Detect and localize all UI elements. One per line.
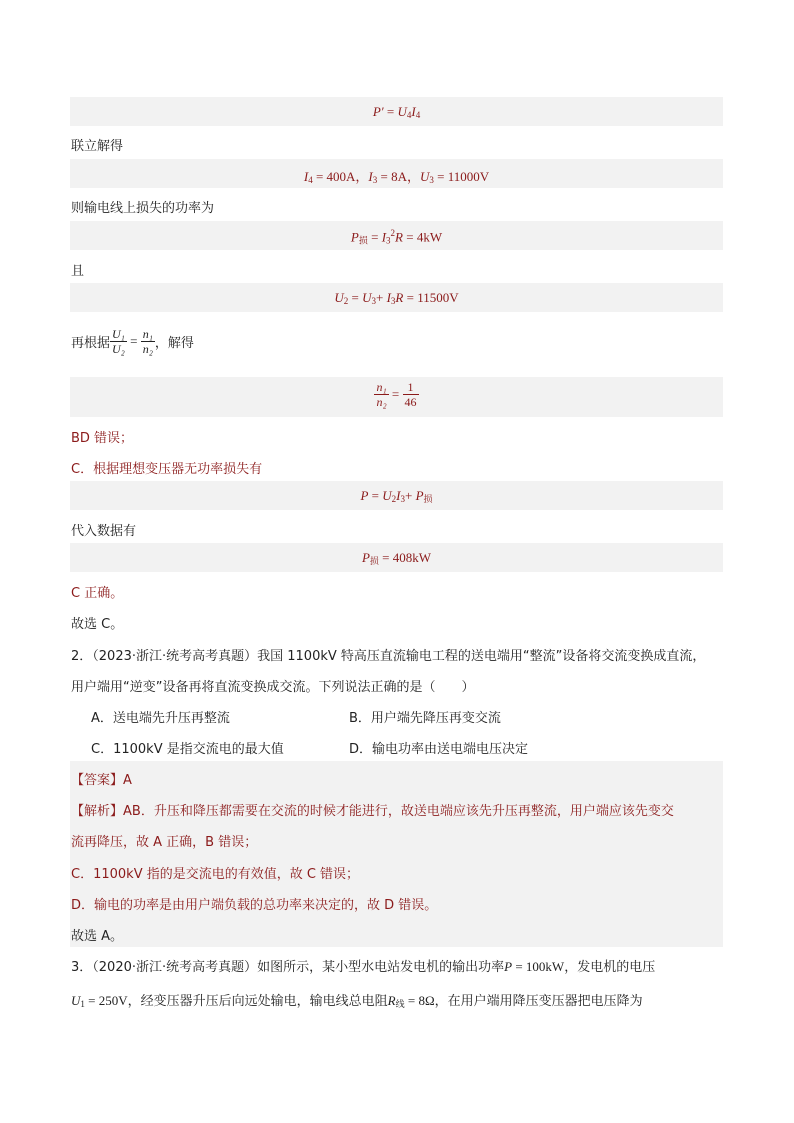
equation-p-prime: $P' = U_4I_4$ [372,104,421,120]
text-ratio-line: 再根据 $\frac{\text{U₁}}{\text{U₂}}$ = $\frac{\text{n₁}}{\text{n₂}}$ ，解得 [71,327,194,356]
option-a: A．送电端先升压再整流 [91,711,230,726]
equation-values: $I_4 = 400A$，$I_3 = 8A$，$U_3 = 11000V$ [303,169,490,185]
text-substitute: 代入数据有 [71,524,137,539]
analysis-line2: 流再降压，故 A 正确，B 错误； [71,835,258,850]
fraction-n: $\frac{\text{n₁}}{\text{n₂}}$ [142,327,153,356]
equation-result: $P_损 = 408kW$ [361,550,432,566]
analysis-line4: D．输电的功率是由用户端负载的总功率来决定的，故 D 错误。 [71,898,438,913]
analysis-line3: C．1100kV 指的是交流电的有效值，故 C 错误； [71,867,360,882]
text-bd-wrong: BD 错误； [71,431,134,446]
question2-line1: 2．（2023·浙江·统考高考真题）我国 1100kV 特高压直流输电工程的送电端用“整流”设备将交流变换成直流， [71,649,706,664]
text-and: 且 [71,264,85,279]
fraction-one-46: $\frac{1}{46}$ [404,380,417,409]
answer-label: 【答案】A [71,773,132,788]
question3-line2: $U_1 = 250V$，经变压器升压后向远处输电，输电线总电阻$R_线 = 8\Omega$，在用户端用降压变压器把电压降为 [71,993,643,1010]
fraction-n-ratio: $\frac{\text{n₁}}{\text{n₂}}$ [376,380,387,409]
text-choose-c: 故选 C。 [71,617,124,632]
fraction-u: $\frac{\text{U₁}}{\text{U₂}}$ [112,327,125,356]
answer-band [70,761,723,947]
text-lianli: 联立解得 [71,139,124,154]
analysis-line1: 【解析】AB．升压和降压都需要在交流的时候才能进行，故送电端应该先升压再整流，用户端应该先变交 [71,804,674,819]
equation-ratio: $\frac{\text{n₁}}{\text{n₂}}$ = $\frac{1}{46}$ [376,380,417,409]
option-d: D．输电功率由送电端电压决定 [349,742,529,757]
question2-line2: 用户端用“逆变”设备再将直流变换成交流。下列说法正确的是（ ） [71,680,475,695]
question3-line1: 3．（2020·浙江·统考高考真题）如图所示，某小型水电站发电机的输出功率P = 100kW，发电机的电压 [71,959,656,975]
text-c-ideal: C．根据理想变压器无功率损失有 [71,462,263,477]
option-b: B．用户端先降压再变交流 [349,711,501,726]
option-c: C．1100kV 是指交流电的最大值 [91,742,284,757]
text-choose-a: 故选 A。 [71,929,124,944]
equation-u2: $U_2 = U_3+ I_3R = 11500V$ [334,290,459,306]
equation-power: $P = U_2I_3+ P_损$ [360,488,433,504]
text-loss: 则输电线上损失的功率为 [71,201,215,216]
text-c-correct: C 正确。 [71,586,124,601]
equation-loss: $P_损 = I_3^2R = 4kW$ [350,228,443,246]
